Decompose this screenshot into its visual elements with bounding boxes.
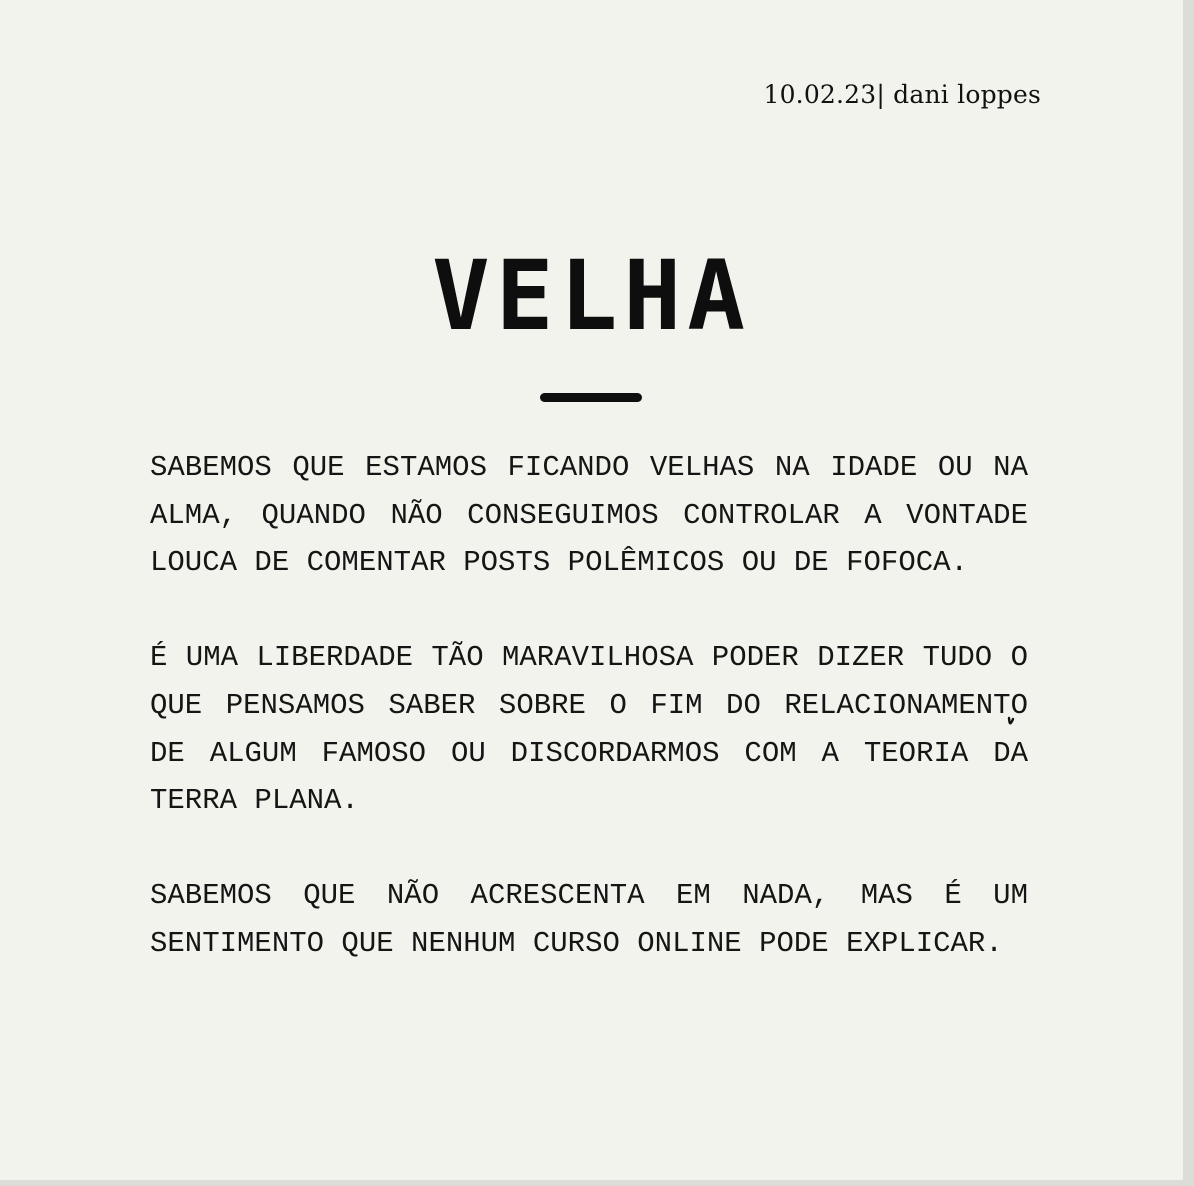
underlined-phrase-text: O QUE PENSAMOS SABER (150, 641, 1028, 722)
paragraph-3: SABEMOS QUE NÃO ACRESCENTA EM NADA, MAS É UM SENTIMENTO QUE NENHUM CURSO ONLINE PODE EXPLICAR. (150, 879, 1028, 960)
title-divider (540, 393, 642, 402)
paragraph-2-lead: É UMA LIBERDADE TÃO MARAVILHOSA PODER DIZER TUDO (150, 641, 1011, 675)
paragraph-1: SABEMOS QUE ESTAMOS FICANDO VELHAS NA IDADE OU NA ALMA, QUANDO NÃO CONSEGUIMOS CONTROLAR A VONTADE LOUCA DE COMENTAR POSTS POLÊMICOS OU DE FOFOCA. (150, 451, 1028, 580)
article-body (150, 444, 1028, 968)
hand-drawn-underline (1009, 714, 1013, 726)
byline: 10.02.23| dani loppes (763, 80, 1041, 109)
paragraph-2-tail: SOBRE O FIM DO RELACIONAMENTO DE ALGUM FAMOSO OU DISCORDARMOS COM A TEORIA DA TERRA PLANA. (150, 688, 1028, 818)
paragraph-2 (150, 634, 1028, 824)
page-title: VELHA (432, 240, 751, 352)
